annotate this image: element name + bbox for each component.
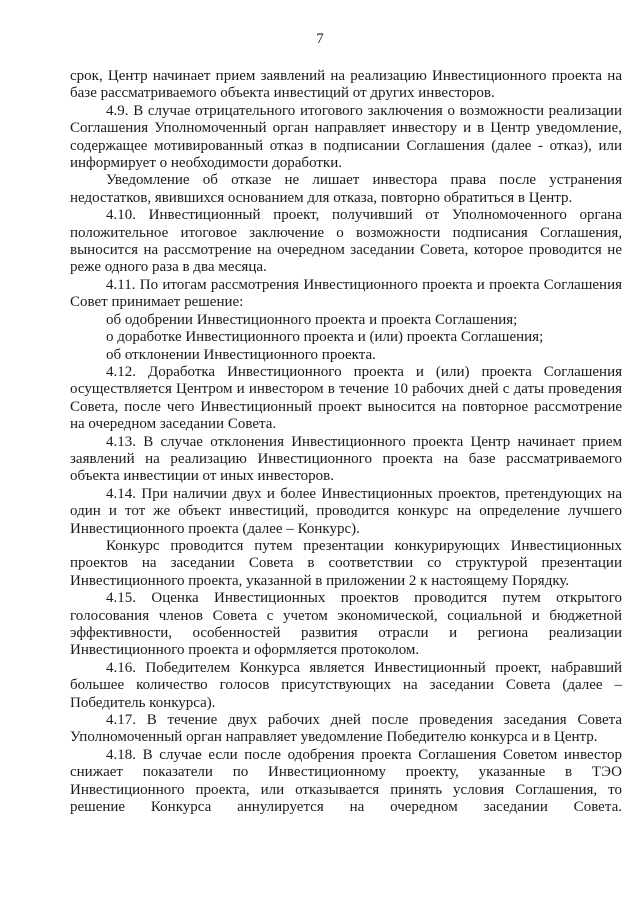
paragraph-4-15: 4.15. Оценка Инвестиционных проектов проводится путем открытого голосования членов Совета с учетом экономической, социальной и бюджетной эффективности, особенностей развития отрасли и региона реализации Инвестиционного проекта и оформляется протоколом. [70, 590, 622, 659]
list-item-revision: о доработке Инвестиционного проекта и (или) проекта Соглашения; [106, 329, 544, 346]
list-item-rejection: об отклонении Инвестиционного проекта. [106, 346, 376, 363]
paragraph-4-9: 4.9. В случае отрицательного итогового заключения о возможности реализации Соглашения Уполномоченный орган направляет инвестору и в Центр уведомление, содержащее мотивированный отказ в подписании Соглашения (далее - отказ), или информирует о необходимости доработки. [70, 102, 622, 172]
paragraph-continuation: срок, Центр начинает прием заявлений на реализацию Инвестиционного проекта на базе рассматриваемого объекта инвестиций от других инвесторов. [70, 68, 622, 102]
paragraph-4-18: 4.18. В случае если после одобрения проекта Соглашения Советом инвестор снижает показатели по Инвестиционному проекту, указанные в ТЭО Инвестиционного проекта, или отказывается принять условия Соглашения, то решение Конкурса аннулируется на очередном заседании Совета. [70, 746, 622, 816]
page-number: 7 [316, 31, 324, 47]
paragraph-refusal-notice: Уведомление об отказе не лишает инвестора права после устранения недостатков, явившихся основанием для отказа, повторно обратиться в Центр. [70, 172, 622, 206]
paragraph-4-16: 4.16. Победителем Конкурса является Инвестиционный проект, набравший большее количество голосов присутствующих на заседании Совета (далее – Победитель конкурса). [70, 659, 622, 711]
paragraph-4-14: 4.14. При наличии двух и более Инвестиционных проектов, претендующих на один и тот же объект инвестиций, проводится конкурс на определение лучшего Инвестиционного проекта (далее – Конкурс). [70, 485, 622, 537]
list-item-approval: об одобрении Инвестиционного проекта и проекта Соглашения; [106, 311, 518, 328]
paragraph-4-11: 4.11. По итогам рассмотрения Инвестиционного проекта и проекта Соглашения Совет принимает решение: [70, 276, 622, 311]
paragraph-contest-presentation: Конкурс проводится путем презентации конкурирующих Инвестиционных проектов на заседании Совета в соответствии со структурой презентации Инвестиционного проекта, указанной в приложении 2 к настоящему Порядку. [70, 537, 622, 589]
paragraph-4-12: 4.12. Доработка Инвестиционного проекта и (или) проекта Соглашения осуществляется Центром и инвестором в течение 10 рабочих дней с даты проведения Совета, после чего Инвестиционный проект выносится на повторное рассмотрение на очередном заседании Совета. [70, 363, 622, 433]
document-body [70, 68, 622, 816]
paragraph-4-17: 4.17. В течение двух рабочих дней после проведения заседания Совета Уполномоченный орган направляет уведомление Победителю конкурса и в Центр. [70, 712, 622, 746]
paragraph-4-10: 4.10. Инвестиционный проект, получивший от Уполномоченного органа положительное итоговое заключение о возможности подписания Соглашения, выносится на рассмотрение на очередном заседании Совета, которое проводится не реже одного раза в два месяца. [70, 207, 622, 276]
paragraph-4-13: 4.13. В случае отклонения Инвестиционного проекта Центр начинает прием заявлений на реализацию Инвестиционного проекта на базе рассматриваемого объекта инвестиции от иных инвесторов. [70, 433, 622, 485]
